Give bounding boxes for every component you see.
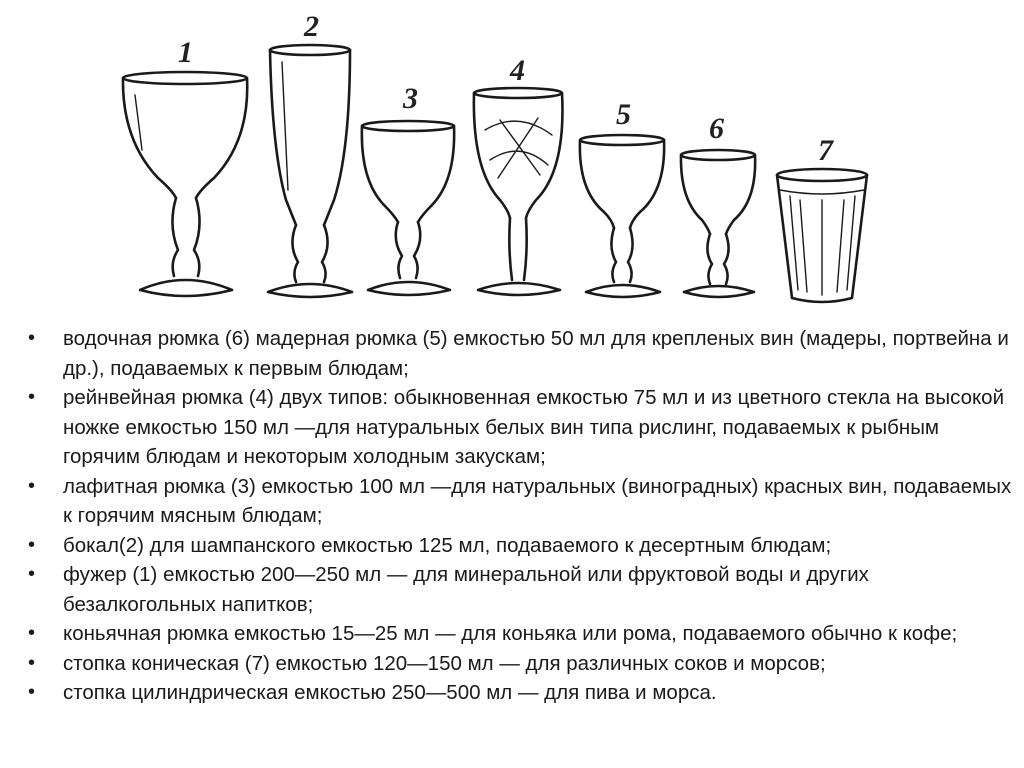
glass-3-wine	[362, 121, 454, 295]
list-item: • коньячная рюмка емкостью 15—25 мл — для коньяка или рома, подаваемого обычно к кофе;	[28, 619, 1020, 649]
list-item: • стопка цилиндрическая емкостью 250—500 мл — для пива и морса.	[28, 678, 1020, 708]
glass-6-vodka	[681, 150, 755, 297]
list-item: • стопка коническая (7) емкостью 120—150 мл — для различных соков и морсов;	[28, 649, 1020, 679]
list-item: • рейнвейная рюмка (4) двух типов: обыкновенная емкостью 75 мл и из цветного стекла на высокой ножке емкостью 150 мл —для натуральных белых вин типа рислинг, подаваемых к рыбным горячим блюдам и некоторым холодным закускам;	[28, 383, 1020, 472]
glass-number-5: 5	[616, 98, 631, 131]
glass-1-goblet	[123, 72, 247, 296]
glass-2-flute	[268, 45, 352, 297]
glass-number-7: 7	[818, 134, 833, 167]
list-item: • бокал(2) для шампанского емкостью 125 мл, подаваемого к десертным блюдам;	[28, 531, 1020, 561]
glass-number-6: 6	[709, 112, 724, 145]
list-item: • лафитная рюмка (3) емкостью 100 мл —для натуральных (виноградных) красных вин, подаваемых к горячим мясным блюдам;	[28, 472, 1020, 531]
glass-5-madeira	[580, 135, 664, 297]
glassware-illustration	[100, 8, 920, 313]
list-item: • фужер (1) емкостью 200—250 мл — для минеральной или фруктовой воды и других безалкогольных напитков;	[28, 560, 1020, 619]
glass-4-rhine	[474, 88, 563, 295]
glassware-description-list	[28, 324, 1020, 708]
glass-number-2: 2	[304, 10, 319, 43]
glass-number-4: 4	[510, 54, 525, 87]
glass-number-3: 3	[403, 82, 418, 115]
list-item: • водочная рюмка (6) мадерная рюмка (5) емкостью 50 мл для крепленых вин (мадеры, портвейна и др.), подаваемых к первым блюдам;	[28, 324, 1020, 383]
glass-7-tumbler	[777, 169, 867, 302]
glass-number-1: 1	[178, 36, 193, 69]
